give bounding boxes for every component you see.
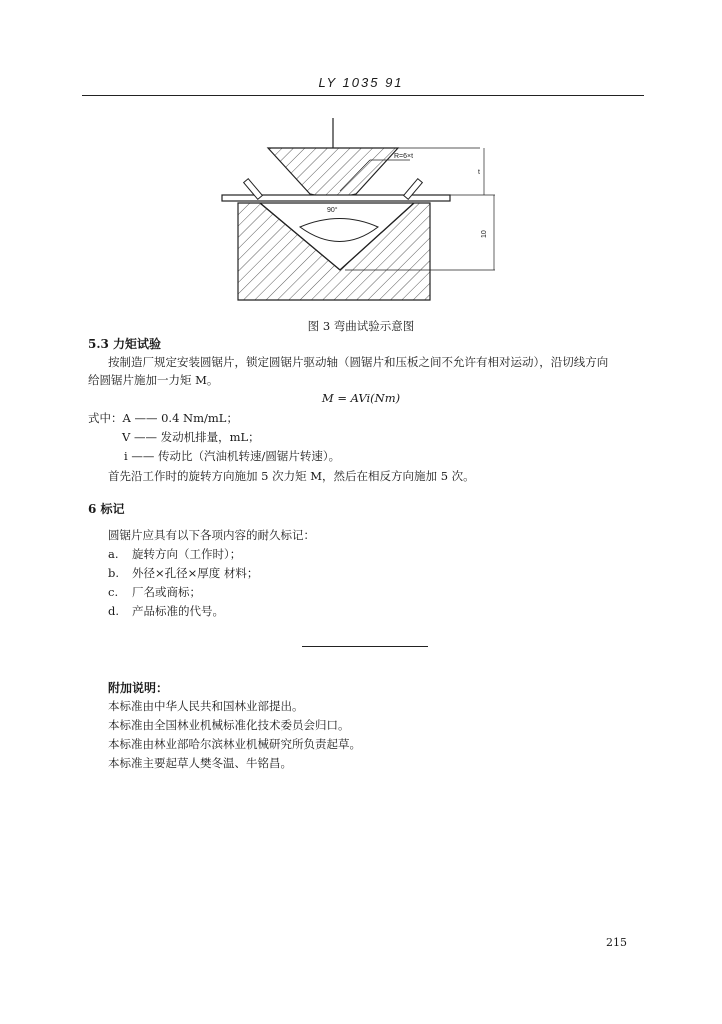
list-item xyxy=(108,565,258,581)
list-text: 外径×孔径×厚度 材料； xyxy=(132,566,259,580)
bending-test-diagram xyxy=(0,0,722,320)
appendix-heading: 附加说明： xyxy=(108,681,169,695)
list-marker: d. xyxy=(108,604,120,618)
list-text: 旋转方向（工作时）； xyxy=(132,547,242,561)
radius-label: R=6×t xyxy=(394,153,414,160)
section-6-intro: 圆锯片应具有以下各项内容的耐久标记： xyxy=(108,528,315,542)
angle-label: 90° xyxy=(327,207,338,214)
running-header: LY 1035 91 xyxy=(318,75,404,90)
section-5-3-heading: 5.3 力矩试验 xyxy=(88,337,162,351)
list-item xyxy=(108,584,201,600)
where-i: i —— 传动比（汽油机转速/圆锯片转速）。 xyxy=(124,449,341,463)
list-item xyxy=(108,603,224,619)
list-item xyxy=(108,546,241,562)
torque-formula: M = AVi(Nm) xyxy=(321,391,401,405)
section-6-heading: 6 标记 xyxy=(88,502,125,516)
para1-line1: 按制造厂规定安装圆锯片，锁定圆锯片驱动轴（圆锯片和压板之间不允许有相对运动），沿切线方向 xyxy=(108,355,609,369)
appendix-line: 本标准由林业部哈尔滨林业机械研究所负责起草。 xyxy=(108,737,361,751)
list-marker: c. xyxy=(108,585,119,599)
list-marker: a. xyxy=(108,547,119,561)
list-marker: b. xyxy=(108,566,120,580)
where-V: V —— 发动机排量，mL； xyxy=(122,430,260,444)
where-A: 式中：A —— 0.4 Nm/mL； xyxy=(88,411,238,425)
dim-thickness-label: t xyxy=(478,169,480,176)
list-text: 产品标准的代号。 xyxy=(132,604,224,618)
appendix-line: 本标准由全国林业机械标准化技术委员会归口。 xyxy=(108,718,350,732)
dim-depth-label: 10 xyxy=(481,230,488,238)
section-separator xyxy=(302,646,428,647)
figure-caption: 图 3 弯曲试验示意图 xyxy=(307,319,415,333)
appendix-line: 本标准主要起草人樊冬温、牛铭昌。 xyxy=(108,756,292,770)
page-number: 215 xyxy=(606,936,627,949)
para1-line2: 给圆锯片施加一力矩 M。 xyxy=(88,373,219,387)
para2: 首先沿工作时的旋转方向施加 5 次力矩 M，然后在相反方向施加 5 次。 xyxy=(108,469,475,483)
bent-specimen xyxy=(300,219,378,242)
list-text: 厂名或商标； xyxy=(132,585,201,599)
upper-punch xyxy=(268,148,398,197)
appendix-line: 本标准由中华人民共和国林业部提出。 xyxy=(108,699,304,713)
lower-die xyxy=(238,203,430,300)
